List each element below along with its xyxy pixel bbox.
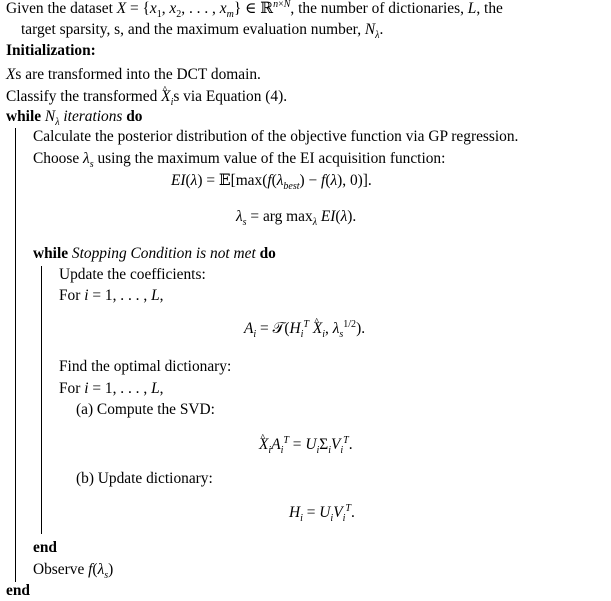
choose-lambda-line: Choose $\lambda_s$ using the maximum value of the EI acquisition function: xyxy=(33,150,446,171)
end-inner: end xyxy=(33,539,57,556)
for-line-1: For i = 1, . . . , L, xyxy=(59,287,164,304)
h-equation: $H_i = U_iV_i^T$. xyxy=(289,502,355,525)
find-dict-line: Find the optimal dictionary: xyxy=(59,358,232,375)
calc-posterior-line: Calculate the posterior distribution of the objective function via GP regression. xyxy=(33,128,519,145)
end-outer: end xyxy=(6,582,30,599)
init-heading: Initialization: xyxy=(6,42,96,59)
init-line-1: Xs are transformed into the DCT domain. xyxy=(6,66,261,83)
given-line-1: Given the dataset $X = \{x_1$, $x_2$, . . . , $x_m$} ∈ ℝ$^{n\times N}$, the number of dictionaries, L, the xyxy=(6,0,503,21)
lambda-s-equation: $\lambda_s$ = arg $\max_\lambda EI(\lambda)$. xyxy=(236,208,357,229)
svd-step-line: (a) Compute the SVD: xyxy=(76,401,215,418)
given-line-2: target sparsity, s, and the maximum evaluation number, $N_\lambda$. xyxy=(21,21,384,42)
outer-loop-bar xyxy=(15,128,16,582)
init-line-2: Classify the transformed ^ $X_is$ via Equation (4). xyxy=(6,88,287,106)
svd-equation: ^ $X_iA_i^T = U_i\Sigma_iV_i^T$. xyxy=(259,436,353,454)
ei-equation: $EI(\lambda) = 𝔼[\max(f(\lambda_{best}) - f(\lambda)$, 0)]. xyxy=(171,172,372,193)
for-line-2: For i = 1, . . . , L, xyxy=(59,380,164,397)
update-dict-step-line: (b) Update dictionary: xyxy=(76,470,213,487)
observe-line: Observe $f(\lambda_s)$ xyxy=(33,561,114,582)
while-inner: while Stopping Condition is not met do xyxy=(33,245,276,262)
update-coeff-line: Update the coefficients: xyxy=(59,266,206,283)
while-outer: while $N_\lambda$ iterations do xyxy=(6,108,143,129)
a-equation: $A_i$ = $𝒯(H_i^T$ ^ $X_i$, $\lambda_s^{1/2}$). xyxy=(244,320,365,338)
inner-loop-bar xyxy=(41,266,42,534)
